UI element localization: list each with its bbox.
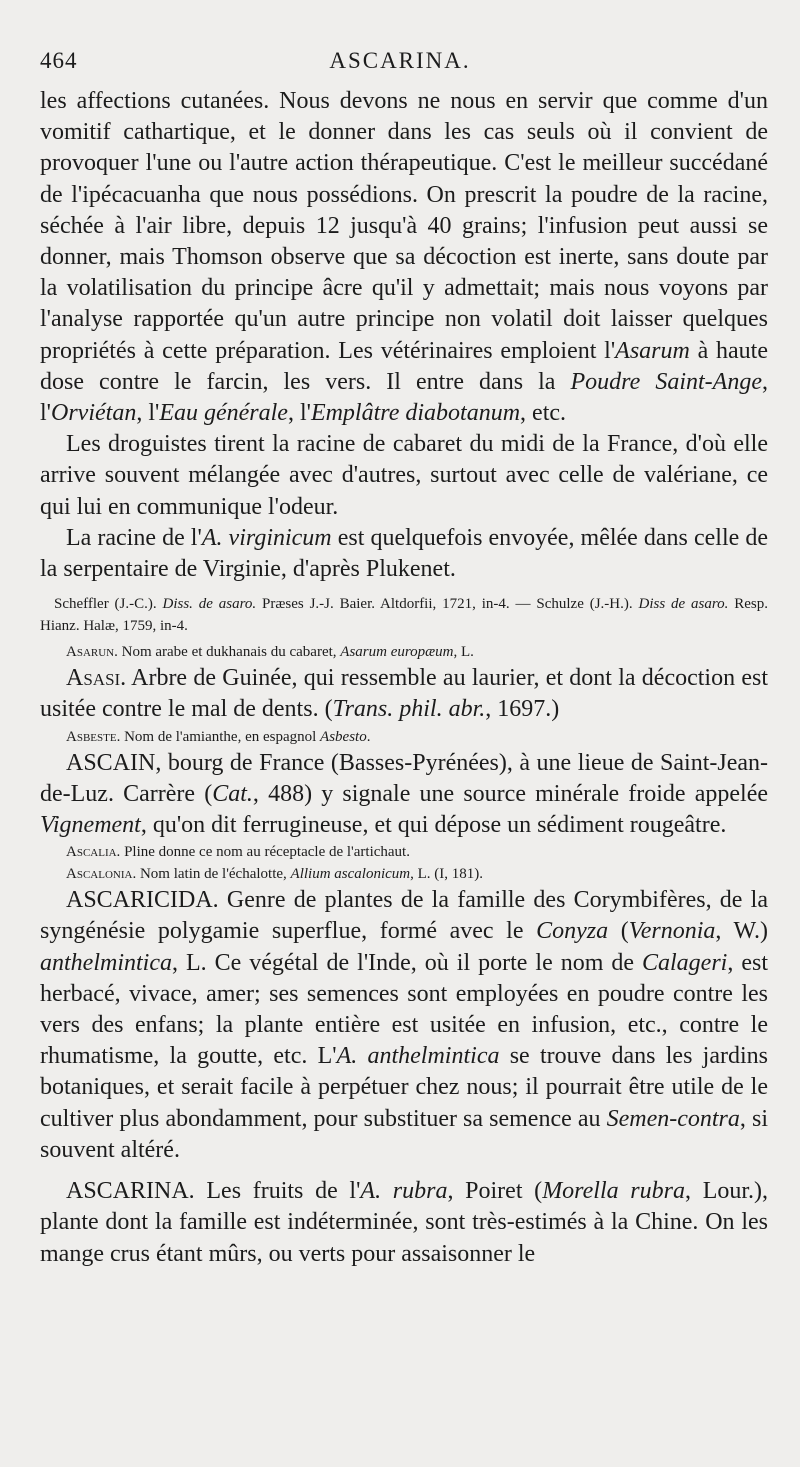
entry-ascalia: Ascalia. Pline donne ce nom au réceptacle de l'artichaut.: [66, 844, 410, 861]
entry-headword: ASCARICIDA.: [66, 887, 219, 914]
entry-headword: Asbeste.: [66, 728, 121, 745]
entry-asarun: Asarun. Nom arabe et dukhanais du cabaret, Asarum europæum, L.: [66, 644, 474, 661]
entry-headword: Asasi.: [66, 665, 127, 692]
entry-headword: Asarun.: [66, 644, 118, 661]
paragraph-droguistes: Les droguistes tirent la racine de cabaret du midi de la France, d'où elle arrive souvent mélangée avec d'autres, surtout avec celle de valériane, ce qui lui en communique l'odeur.: [40, 431, 768, 520]
spacer: [40, 1166, 768, 1176]
entry-ascarina: ASCARINA. Les fruits de l'A. rubra, Poiret (Morella rubra, Lour.), plante dont la famille est indéterminée, sont très-estimés à la Chine. On les mange crus étant mûrs, ou verts pour assaisonner le: [40, 1178, 769, 1267]
paragraph-asarum-continued: les affections cutanées. Nous devons ne nous en servir que comme d'un vomitif cathartique, et le donner dans les cas seuls où il convient de provoquer l'une ou l'autre action thérapeutique. C'est le meilleur succédané de l'ipécacuanha que nous possédions. On prescrit la poudre de la racine, séchée à l'air libre, depuis 12 jusqu'à 40 grains; l'infusion peut aussi se donner, mais Thomson observe que sa décoction est inerte, sans doute par la volatilisation du principe âcre qu'il y admettait; mais nous voyons par l'analyse rapportée qu'un autre principe non volatil doit laisser quelques propriétés à cette préparation. Les vétérinaires emploient l'Asarum à haute dose contre le farcin, les vers. Il entre dans la Poudre Saint-Ange, l'Orviétan, l'Eau générale, l'Emplâtre diabotanum, etc.: [40, 88, 768, 427]
entry-headword: ASCAIN: [66, 749, 156, 776]
page-number: 464: [40, 48, 78, 73]
page-body: [40, 86, 768, 1270]
entry-headword: Ascalia.: [66, 844, 121, 861]
entry-ascain: ASCAIN, bourg de France (Basses-Pyrénées), à une lieue de Saint-Jean-de-Luz. Carrère (Cat., 488) y signale une source minérale froide appelée Vignement, qu'on dit ferrugineuse, et qui dépose un sédiment rougeâtre.: [40, 749, 769, 839]
entry-asasi: Asasi. Arbre de Guinée, qui ressemble au laurier, et dont la décoction est usitée contre le mal de dents. (Trans. phil. abr., 1697.): [40, 665, 768, 723]
paragraph-virginicum: La racine de l'A. virginicum est quelquefois envoyée, mêlée dans celle de la serpentaire de Virginie, d'après Plukenet.: [40, 524, 768, 583]
page-header: [40, 48, 760, 84]
running-title: ASCARINA.: [329, 48, 471, 73]
bibliography-note: Scheffler (J.-C.). Diss. de asaro. Præses J.-J. Baier. Altdorfii, 1721, in-4. — Schulze (J.-H.). Diss de asaro. Resp. Hianz. Halæ, 1759, in-4.: [40, 596, 769, 635]
entry-ascaricida: ASCARICIDA. Genre de plantes de la famille des Corymbifères, de la syngénésie polygamie superflue, formé avec le Conyza (Vernonia, W.) anthelmintica, L. Ce végétal de l'Inde, où il porte le nom de Calageri, est herbacé, vivace, amer; ses semences sont employées en poudre contre les vers des enfans; la plante entière est usitée en infusion, etc., contre le rhumatisme, la goutte, etc. L'A. anthelmintica se trouve dans les jardins botaniques, et serait facile à perpétuer chez nous; il pourrait être utile de le cultiver plus abondamment, pour substituer sa semence au Semen-contra, si souvent altéré.: [40, 887, 768, 1163]
entry-ascalonia: Ascalonia. Nom latin de l'échalotte, Allium ascalonicum, L. (I, 181).: [66, 866, 484, 883]
entry-asbeste: Asbeste. Nom de l'amianthe, en espagnol Asbesto.: [66, 728, 371, 745]
entry-headword: ASCARINA.: [66, 1178, 195, 1205]
entry-headword: Ascalonia.: [66, 866, 137, 883]
